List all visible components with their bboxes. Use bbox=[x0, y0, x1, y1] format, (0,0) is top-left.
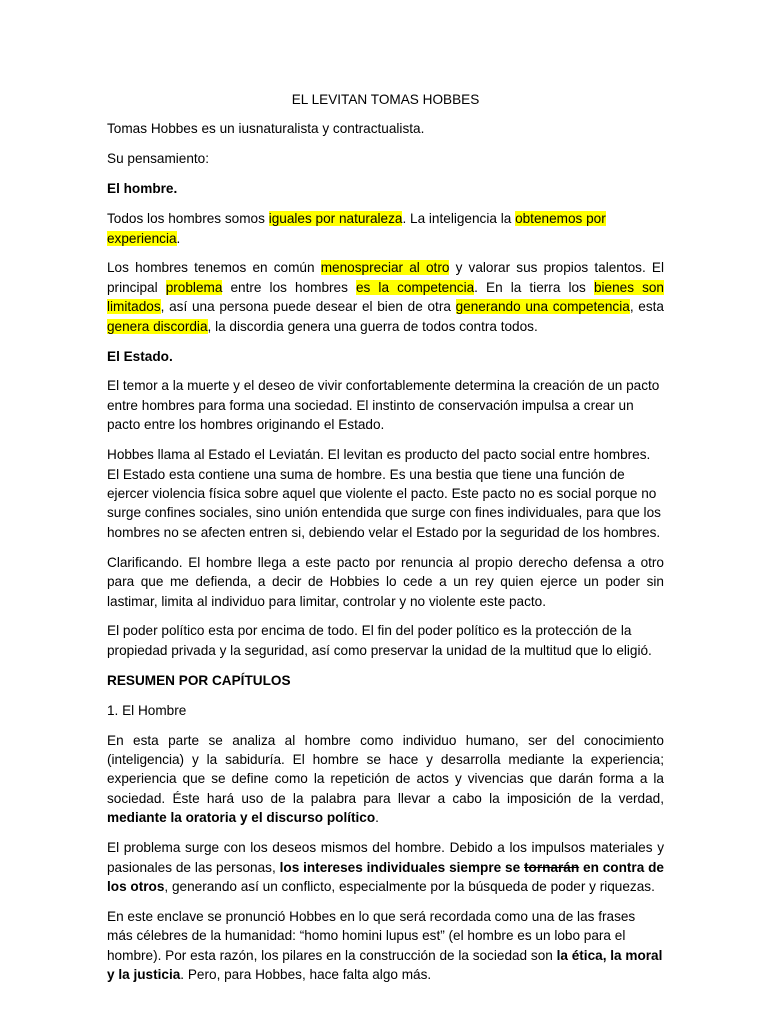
paragraph-clarificando: Clarificando. El hombre llega a este pacto por renuncia al propio derecho defensa a otro para que me defienda, a decir de Hobbies lo cede a un rey quien ejerce un poder sin lastimar, limita al individuo para limitar, controlar y no violente este pacto. bbox=[107, 554, 664, 609]
paragraph-leviatan: Hobbes llama al Estado el Leviatán. El levitan es producto del pacto social entre hombres. El Estado esta contiene una suma de hombre. Es una bestia que tiene una función de ejercer violencia física sobre aquel que violente el pacto. Este pacto no es social porque no surge confines sociales, sino unión entendida que surge con fines individuales, para que los hombres no se afecten entren si, debiendo velar el Estado por la seguridad de los hombres. bbox=[107, 447, 661, 540]
section-heading-hombre: El hombre. bbox=[107, 181, 178, 197]
section-heading-resumen: RESUMEN POR CAPÍTULOS bbox=[107, 672, 291, 688]
thought-label: Su pensamiento: bbox=[107, 151, 210, 167]
text-run: . Pero, para Hobbes, hace falta algo más. bbox=[180, 967, 432, 983]
text-run: En este enclave se pronunció Hobbes en lo que será recordada como una de las frases más célebres de la humanidad: “homo homini lupus est” (el hombre es un lobo para el hombre). Por esta razón, los pilares en la construcción de la sociedad son bbox=[107, 908, 636, 963]
document-title: EL LEVITAN TOMAS HOBBES bbox=[291, 92, 480, 107]
paragraph-problema bbox=[107, 838, 664, 896]
text-run: , generando así un conflicto, especialmente por la búsqueda de poder y riquezas. bbox=[164, 878, 655, 894]
text-run: Los hombres tenemos en común bbox=[107, 260, 321, 276]
section-heading-estado: El Estado. bbox=[107, 348, 173, 364]
highlighted-text: genera discordia bbox=[107, 318, 208, 334]
text-run: En esta parte se analiza al hombre como individuo humano, ser del conocimiento (inteligencia) y la sabiduría. El hombre se hace y desarrolla mediante la experiencia; experiencia que se define como la repetición de actos y vivencias que darán forma a la sociedad. Éste hará uso de la palabra para llevar a cabo la imposición de la verdad, bbox=[107, 732, 664, 806]
strikethrough-text: tornarán bbox=[524, 859, 580, 875]
highlighted-text: bienes son limitados bbox=[107, 279, 664, 315]
highlighted-text: obtenemos por experiencia bbox=[107, 211, 606, 246]
text-run: . La inteligencia la bbox=[402, 211, 516, 227]
chapter-heading-hombre: 1. El Hombre bbox=[107, 702, 187, 718]
paragraph-temor: El temor a la muerte y el deseo de vivir confortablemente determina la creación de un pacto entre hombres para forma una sociedad. El instinto de conservación impulsa a crear un pacto entre los hombres originando el Estado. bbox=[107, 378, 660, 433]
bold-text: los intereses individuales siempre se bbox=[279, 859, 525, 875]
text-run: . bbox=[375, 810, 379, 826]
bold-text: en contra de los otros bbox=[107, 859, 664, 894]
text-run: . bbox=[176, 230, 181, 246]
highlighted-text: iguales por naturaleza bbox=[268, 211, 403, 227]
text-run: , esta bbox=[629, 299, 664, 315]
text-run: y valorar sus propios talentos. El principal bbox=[107, 260, 664, 295]
text-run: El problema surge con los deseos mismos del hombre. Debido a los impulsos materiales y pasionales de las personas, bbox=[107, 840, 664, 875]
text-run: . En la tierra los bbox=[474, 279, 594, 295]
highlighted-text: es la competencia bbox=[355, 279, 475, 295]
paragraph-analiza bbox=[107, 731, 664, 828]
text-run: entre los hombres bbox=[222, 279, 356, 295]
bold-text: mediante la oratoria y el discurso político bbox=[107, 810, 376, 826]
paragraph-poder: El poder político esta por encima de todo. El fin del poder político es la protección de la propiedad privada y la seguridad, así como preservar la unidad de la multitud que lo eligió. bbox=[107, 623, 652, 658]
highlighted-text: menospreciar al otro bbox=[320, 260, 450, 276]
text-run: , la discordia genera una guerra de todos contra todos. bbox=[207, 318, 538, 334]
paragraph-enclave bbox=[107, 907, 664, 985]
intro-paragraph: Tomas Hobbes es un iusnaturalista y contractualista. bbox=[107, 121, 425, 137]
bold-text: la ética, la moral y la justicia bbox=[107, 947, 663, 983]
text-run: Todos los hombres somos bbox=[107, 211, 269, 227]
text-run: , así una persona puede desear el bien de otra bbox=[160, 299, 456, 315]
paragraph-hombres bbox=[107, 258, 664, 336]
paragraph-todos bbox=[107, 209, 664, 248]
highlighted-text: problema bbox=[165, 279, 223, 295]
highlighted-text: generando una competencia bbox=[455, 299, 630, 315]
